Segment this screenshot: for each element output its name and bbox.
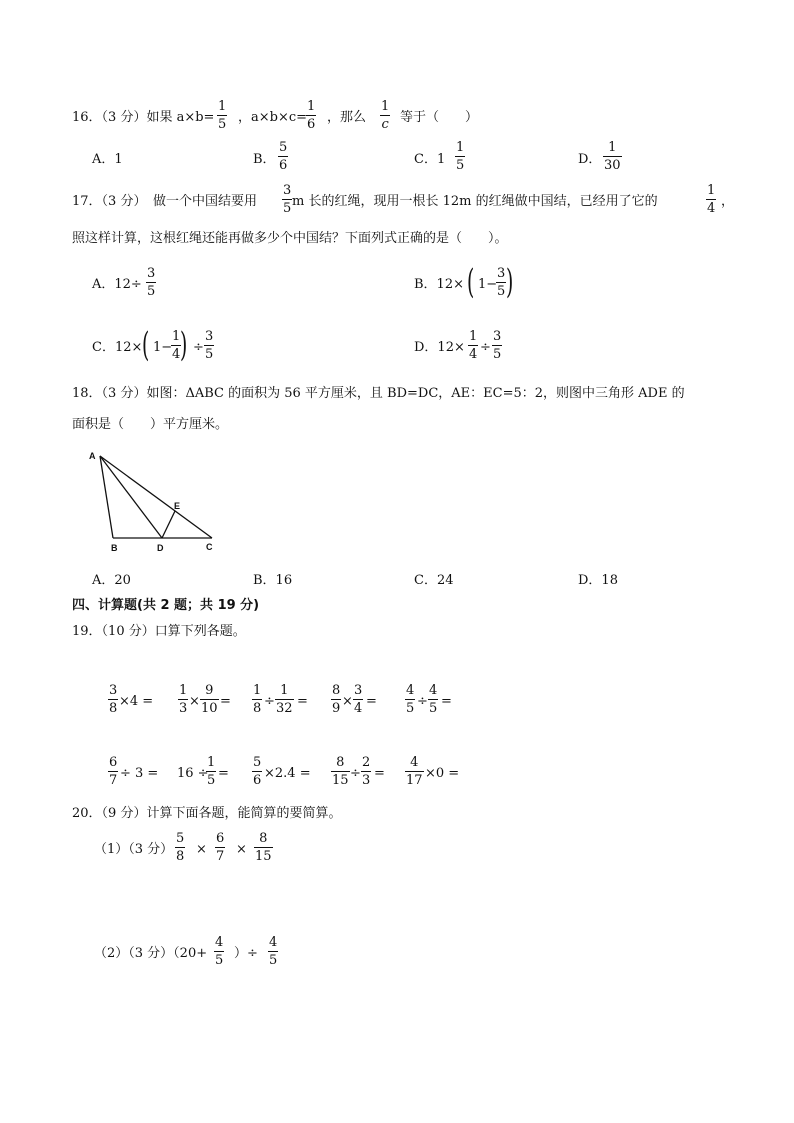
q19-r2-item2-op: = (218, 766, 229, 781)
q16-option-d-label[interactable]: D． (578, 152, 602, 167)
q19-r2-item4-op: = (374, 766, 385, 781)
q20-part1-frac-1: 5 8 (176, 831, 185, 864)
q19-r1-item4-frac1: 8 9 (332, 683, 341, 716)
q17-option-a-frac: 3 5 (147, 266, 156, 299)
q19-r1-item3-op: = (297, 694, 308, 709)
q19-stem: 19．（10 分）口算下列各题。 (72, 624, 246, 639)
segment-ad (100, 456, 162, 538)
q19-r1-item2-frac1: 1 3 (179, 683, 188, 716)
section-4-heading: 四、计算题(共 2 题；共 19 分) (72, 598, 260, 613)
q20-part2-label: （2）（3 分）（20+ (94, 946, 208, 961)
q16-option-d-frac: 1 30 (604, 140, 621, 173)
q19-r2-item3-op: ×2.4 = (264, 766, 311, 781)
q20-part2-frac-2: 4 5 (269, 935, 278, 968)
q19-r1-item5-frac2: 4 5 (429, 683, 438, 716)
q20-part1-frac-2: 6 7 (216, 831, 225, 864)
q16-option-a[interactable]: A．1 (92, 152, 123, 167)
q19-r1-item1-frac: 3 8 (109, 683, 118, 716)
segment-ab (100, 456, 113, 538)
q19-r1-item2-frac2: 9 10 (201, 683, 218, 716)
q19-r1-item5-op1: ÷ (417, 694, 428, 709)
q19-r1-item4-frac2: 3 4 (354, 683, 363, 716)
q19-r1-item2-op: = (220, 694, 231, 709)
q17-stem-line2: 照这样计算，这根红绳还能再做多少个中国结？下面列式正确的是（ ）。 (72, 231, 508, 246)
q18-option-b[interactable]: B．16 (253, 573, 293, 588)
q17-option-d-frac-1: 1 4 (469, 329, 478, 362)
q17-option-c-frac-2: 3 5 (205, 329, 214, 362)
q16-frac-1: 1 5 (218, 99, 227, 132)
q19-r2-item5-frac: 4 17 (406, 755, 423, 788)
label-b: B (111, 543, 118, 553)
q19-r1-item5-op: = (441, 694, 452, 709)
q19-r2-item2-frac: 1 5 (207, 755, 216, 788)
label-a: A (89, 451, 96, 461)
q20-part2-frac-1: 4 5 (215, 935, 224, 968)
q17-option-b-label[interactable]: B．12× (414, 277, 464, 292)
q17-frac-1: 3 5 (283, 183, 292, 216)
label-e: E (174, 501, 181, 511)
q17-stem-b: m 长的红绳，现用一根长 12m 的红绳做中国结，已经用了它的 (292, 194, 658, 209)
q17-option-b-rparen: ) (505, 262, 514, 302)
q20-part2-close: ）÷ (234, 946, 258, 961)
q16-stem-c: ，那么 (327, 110, 367, 125)
q18-option-c[interactable]: C．24 (414, 573, 454, 588)
q19-r1-item1-op: ×4 = (119, 694, 154, 709)
q19-r2-item2-pre: 16 ÷ (177, 766, 209, 781)
q18-option-a[interactable]: A．20 (92, 573, 131, 588)
q16-frac-3: 1 c (381, 99, 390, 132)
label-c: C (206, 542, 213, 552)
q17-option-d-div: ÷ (480, 340, 491, 355)
q17-option-c-frac-1: 1 4 (172, 329, 181, 362)
q19-r2-item4-op1: ÷ (350, 766, 361, 781)
q17-option-c-lparen: ( (141, 325, 150, 365)
label-d: D (157, 543, 164, 553)
q17-option-b-lparen: ( (466, 262, 475, 302)
q17-option-d-label[interactable]: D．12× (414, 340, 465, 355)
q17-option-b-one: 1− (478, 277, 498, 292)
q16-option-b-frac: 5 6 (279, 140, 288, 173)
segment-ac (100, 456, 212, 538)
q17-option-c-div: ÷ (193, 340, 204, 355)
q19-r1-item4-op: = (366, 694, 377, 709)
q16-option-c-frac: 1 5 (456, 140, 465, 173)
q19-r1-item2-op1: × (189, 694, 200, 709)
q17-option-b-frac: 3 5 (497, 266, 506, 299)
q16-frac-2: 1 6 (307, 99, 316, 132)
q20-part1-label: （1）（3 分） (94, 842, 174, 857)
q19-r1-item4-op1: × (342, 694, 353, 709)
q20-part1-frac-3: 8 15 (255, 831, 272, 864)
q18-stem-line2: 面积是（ ）平方厘米。 (72, 417, 229, 432)
q19-r2-item3-frac: 5 6 (253, 755, 262, 788)
q18-stem-line1: 18．（3 分）如图：ΔABC 的面积为 56 平方厘米，且 BD=DC，AE：EC=5：2，则图中三角形 ADE 的 (72, 386, 685, 401)
q20-stem: 20．（9 分）计算下面各题，能简算的要简算。 (72, 806, 342, 821)
q19-r2-item4-frac1: 8 15 (332, 755, 349, 788)
q16-stem-b: ，a×b×c= (238, 110, 308, 125)
q16-stem-d: 等于（ ） (400, 110, 479, 125)
q17-stem-c: ， (721, 194, 735, 209)
q16-option-b-label[interactable]: B． (253, 152, 276, 167)
q20-part1-times-2: × (236, 842, 247, 857)
q19-r2-item1-op: ÷ 3 = (120, 766, 159, 781)
segment-de (162, 511, 175, 538)
q19-r1-item3-op1: ÷ (264, 694, 275, 709)
q18-option-d[interactable]: D．18 (578, 573, 618, 588)
q17-stem-a: 17．（3 分） 做一个中国结要用 (72, 194, 257, 209)
q16-stem-a: 16．（3 分）如果 a×b= (72, 110, 215, 125)
q17-option-a-label[interactable]: A．12÷ (92, 277, 142, 292)
q17-option-c-rparen: ) (179, 325, 188, 365)
q19-r2-item5-op: ×0 = (425, 766, 460, 781)
q17-option-d-frac-2: 3 5 (493, 329, 502, 362)
q19-r2-item1-frac: 6 7 (109, 755, 118, 788)
q19-r1-item5-frac1: 4 5 (406, 683, 415, 716)
q17-option-c-one: 1− (153, 340, 173, 355)
q19-r2-item4-frac2: 2 3 (362, 755, 371, 788)
q20-part1-times-1: × (196, 842, 207, 857)
q16-option-c-label[interactable]: C．1 (414, 152, 446, 167)
q19-r1-item3-frac2: 1 32 (276, 683, 293, 716)
q19-r1-item3-frac1: 1 8 (253, 683, 262, 716)
q17-frac-2: 1 4 (707, 183, 716, 216)
q18-triangle-figure (85, 448, 225, 558)
q17-option-c-label[interactable]: C．12× (92, 340, 143, 355)
